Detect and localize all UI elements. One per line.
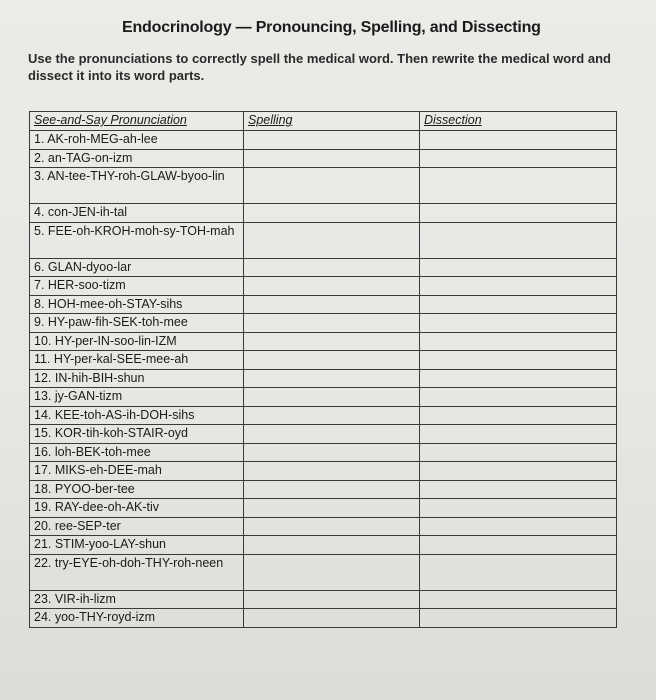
spelling-cell[interactable] (244, 314, 420, 333)
table-row (30, 536, 617, 555)
pronunciation-cell: 22. try-EYE-oh-doh-THY-roh-neen (30, 554, 244, 590)
page-title: Endocrinology — Pronouncing, Spelling, and Dissecting (122, 19, 541, 36)
pronunciation-cell: 9. HY-paw-fih-SEK-toh-mee (30, 314, 244, 333)
spelling-cell[interactable] (244, 258, 420, 277)
table-row (30, 332, 617, 351)
table-row (30, 131, 617, 150)
spelling-cell[interactable] (244, 131, 420, 150)
dissection-cell[interactable] (420, 131, 617, 150)
pronunciation-cell: 12. IN-hih-BIH-shun (30, 369, 244, 388)
pronunciation-cell: 23. VIR-ih-lizm (30, 590, 244, 609)
spelling-cell[interactable] (244, 480, 420, 499)
pronunciation-cell: 21. STIM-yoo-LAY-shun (30, 536, 244, 555)
dissection-cell[interactable] (420, 222, 617, 258)
table-row (30, 168, 617, 204)
table-row (30, 480, 617, 499)
spelling-cell[interactable] (244, 590, 420, 609)
dissection-cell[interactable] (420, 314, 617, 333)
spelling-cell[interactable] (244, 222, 420, 258)
spelling-cell[interactable] (244, 443, 420, 462)
spelling-cell[interactable] (244, 351, 420, 370)
spelling-cell[interactable] (244, 406, 420, 425)
spelling-cell[interactable] (244, 425, 420, 444)
table-row (30, 149, 617, 168)
spelling-cell[interactable] (244, 517, 420, 536)
spelling-cell[interactable] (244, 295, 420, 314)
dissection-cell[interactable] (420, 609, 617, 628)
pronunciation-cell: 19. RAY-dee-oh-AK-tiv (30, 499, 244, 518)
pronunciation-cell: 1. AK-roh-MEG-ah-lee (30, 131, 244, 150)
pronunciation-cell: 2. an-TAG-on-izm (30, 149, 244, 168)
spelling-cell[interactable] (244, 204, 420, 223)
dissection-cell[interactable] (420, 499, 617, 518)
dissection-cell[interactable] (420, 480, 617, 499)
pronunciation-cell: 11. HY-per-kal-SEE-mee-ah (30, 351, 244, 370)
dissection-cell[interactable] (420, 517, 617, 536)
spelling-cell[interactable] (244, 149, 420, 168)
dissection-cell[interactable] (420, 369, 617, 388)
dissection-cell[interactable] (420, 443, 617, 462)
pronunciation-cell: 4. con-JEN-ih-tal (30, 204, 244, 223)
header-dissection: Dissection (420, 112, 617, 131)
dissection-cell[interactable] (420, 425, 617, 444)
pronunciation-cell: 6. GLAN-dyoo-lar (30, 258, 244, 277)
table-row (30, 204, 617, 223)
spelling-cell[interactable] (244, 499, 420, 518)
pronunciation-cell: 10. HY-per-IN-soo-lin-IZM (30, 332, 244, 351)
instructions-text: Use the pronunciations to correctly spell the medical word. Then rewrite the medical word and dissect it into its word parts. (28, 51, 611, 83)
table-row (30, 295, 617, 314)
spelling-cell[interactable] (244, 277, 420, 296)
pronunciation-cell: 13. jy-GAN-tizm (30, 388, 244, 407)
pronunciation-cell: 8. HOH-mee-oh-STAY-sihs (30, 295, 244, 314)
spelling-cell[interactable] (244, 609, 420, 628)
dissection-cell[interactable] (420, 351, 617, 370)
table-row (30, 554, 617, 590)
dissection-cell[interactable] (420, 295, 617, 314)
table-row (30, 222, 617, 258)
pronunciation-cell: 7. HER-soo-tizm (30, 277, 244, 296)
dissection-cell[interactable] (420, 590, 617, 609)
pronunciation-cell: 17. MIKS-eh-DEE-mah (30, 462, 244, 481)
spelling-cell[interactable] (244, 462, 420, 481)
dissection-cell[interactable] (420, 388, 617, 407)
table-row (30, 277, 617, 296)
table-row (30, 462, 617, 481)
table-row (30, 406, 617, 425)
dissection-cell[interactable] (420, 462, 617, 481)
dissection-cell[interactable] (420, 168, 617, 204)
spelling-cell[interactable] (244, 168, 420, 204)
spelling-cell[interactable] (244, 554, 420, 590)
table-row (30, 388, 617, 407)
dissection-cell[interactable] (420, 258, 617, 277)
table-row (30, 443, 617, 462)
pronunciation-cell: 14. KEE-toh-AS-ih-DOH-sihs (30, 406, 244, 425)
spelling-cell[interactable] (244, 369, 420, 388)
table-row (30, 351, 617, 370)
table-row (30, 314, 617, 333)
pronunciation-cell: 18. PYOO-ber-tee (30, 480, 244, 499)
dissection-cell[interactable] (420, 554, 617, 590)
pronunciation-cell: 5. FEE-oh-KROH-moh-sy-TOH-mah (30, 222, 244, 258)
dissection-cell[interactable] (420, 406, 617, 425)
spelling-cell[interactable] (244, 388, 420, 407)
table-row (30, 609, 617, 628)
pronunciation-cell: 24. yoo-THY-royd-izm (30, 609, 244, 628)
table-row (30, 369, 617, 388)
dissection-cell[interactable] (420, 332, 617, 351)
pronunciation-cell: 15. KOR-tih-koh-STAIR-oyd (30, 425, 244, 444)
header-pronunciation: See-and-Say Pronunciation (30, 112, 244, 131)
table-row (30, 425, 617, 444)
table-row (30, 517, 617, 536)
dissection-cell[interactable] (420, 277, 617, 296)
dissection-cell[interactable] (420, 536, 617, 555)
pronunciation-cell: 20. ree-SEP-ter (30, 517, 244, 536)
table-row (30, 258, 617, 277)
spelling-cell[interactable] (244, 536, 420, 555)
spelling-cell[interactable] (244, 332, 420, 351)
table-row (30, 590, 617, 609)
pronunciation-table (29, 111, 617, 628)
header-spelling: Spelling (244, 112, 420, 131)
pronunciation-cell: 3. AN-tee-THY-roh-GLAW-byoo-lin (30, 168, 244, 204)
dissection-cell[interactable] (420, 204, 617, 223)
dissection-cell[interactable] (420, 149, 617, 168)
table-header-row (30, 112, 617, 131)
table-row (30, 499, 617, 518)
pronunciation-cell: 16. loh-BEK-toh-mee (30, 443, 244, 462)
